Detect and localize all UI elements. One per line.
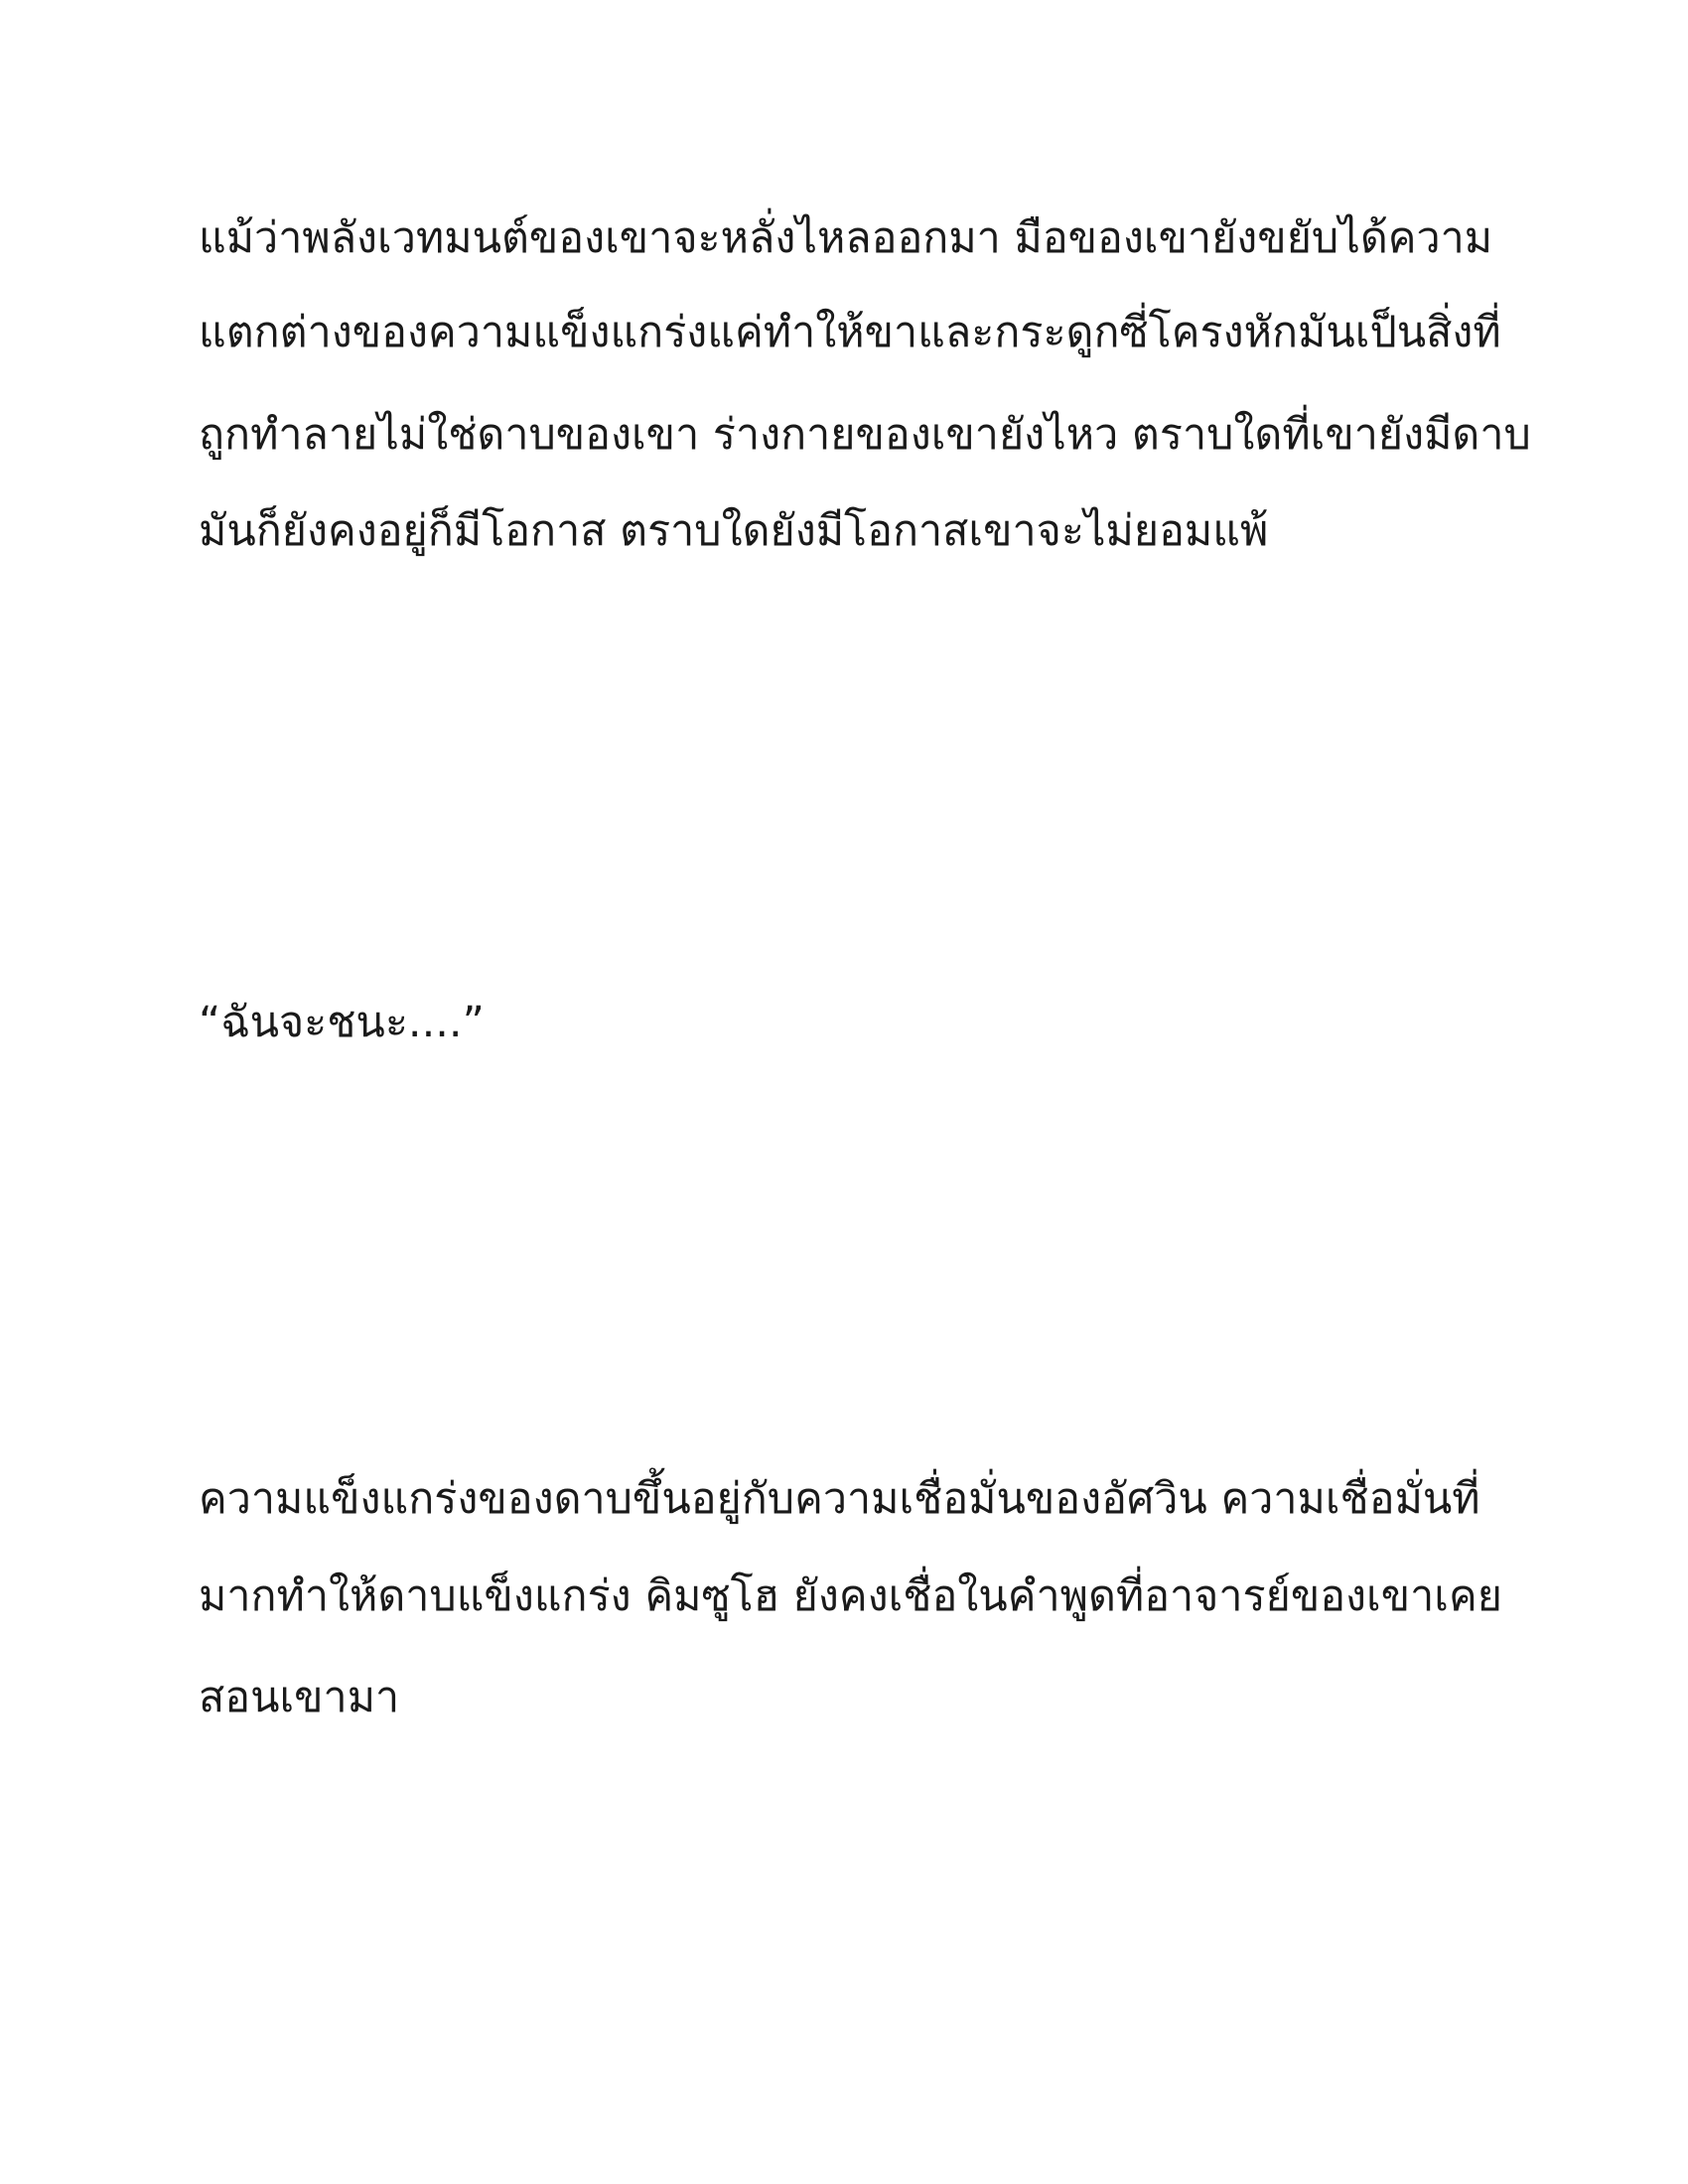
paragraph-1-line-2: แตกต่างของความแข็งแกร่งแค่ทำให้ขาและกระดูกซี่โครงหักมันเป็นสิ่งที่ bbox=[199, 308, 1501, 357]
dialogue-line: “ฉันจะชนะ....” bbox=[199, 998, 485, 1047]
paragraph-1-line-3: ถูกทำลายไม่ใช่ดาบของเขา ร่างกายของเขายังไหว ตราบใดที่เขายังมีดาบ bbox=[199, 410, 1531, 460]
paragraph-2-line-1: ความแข็งแกร่งของดาบขึ้นอยู่กับความเชื่อมั่นของอัศวิน ความเชื่อมั่นที่ bbox=[199, 1474, 1480, 1524]
paragraph-2-line-3: สอนเขามา bbox=[199, 1673, 400, 1722]
paragraph-2-line-2: มากทำให้ดาบแข็งแกร่ง คิมซูโฮ ยังคงเชื่อในคำพูดที่อาจารย์ของเขาเคย bbox=[199, 1571, 1502, 1621]
paragraph-1-line-4: มันก็ยังคงอยู่ก็มีโอกาส ตราบใดยังมีโอกาสเขาจะไม่ยอมแพ้ bbox=[199, 506, 1269, 556]
paragraph-1-line-1: แม้ว่าพลังเวทมนต์ของเขาจะหลั่งไหลออกมา มือของเขายังขยับได้ความ bbox=[199, 213, 1493, 263]
